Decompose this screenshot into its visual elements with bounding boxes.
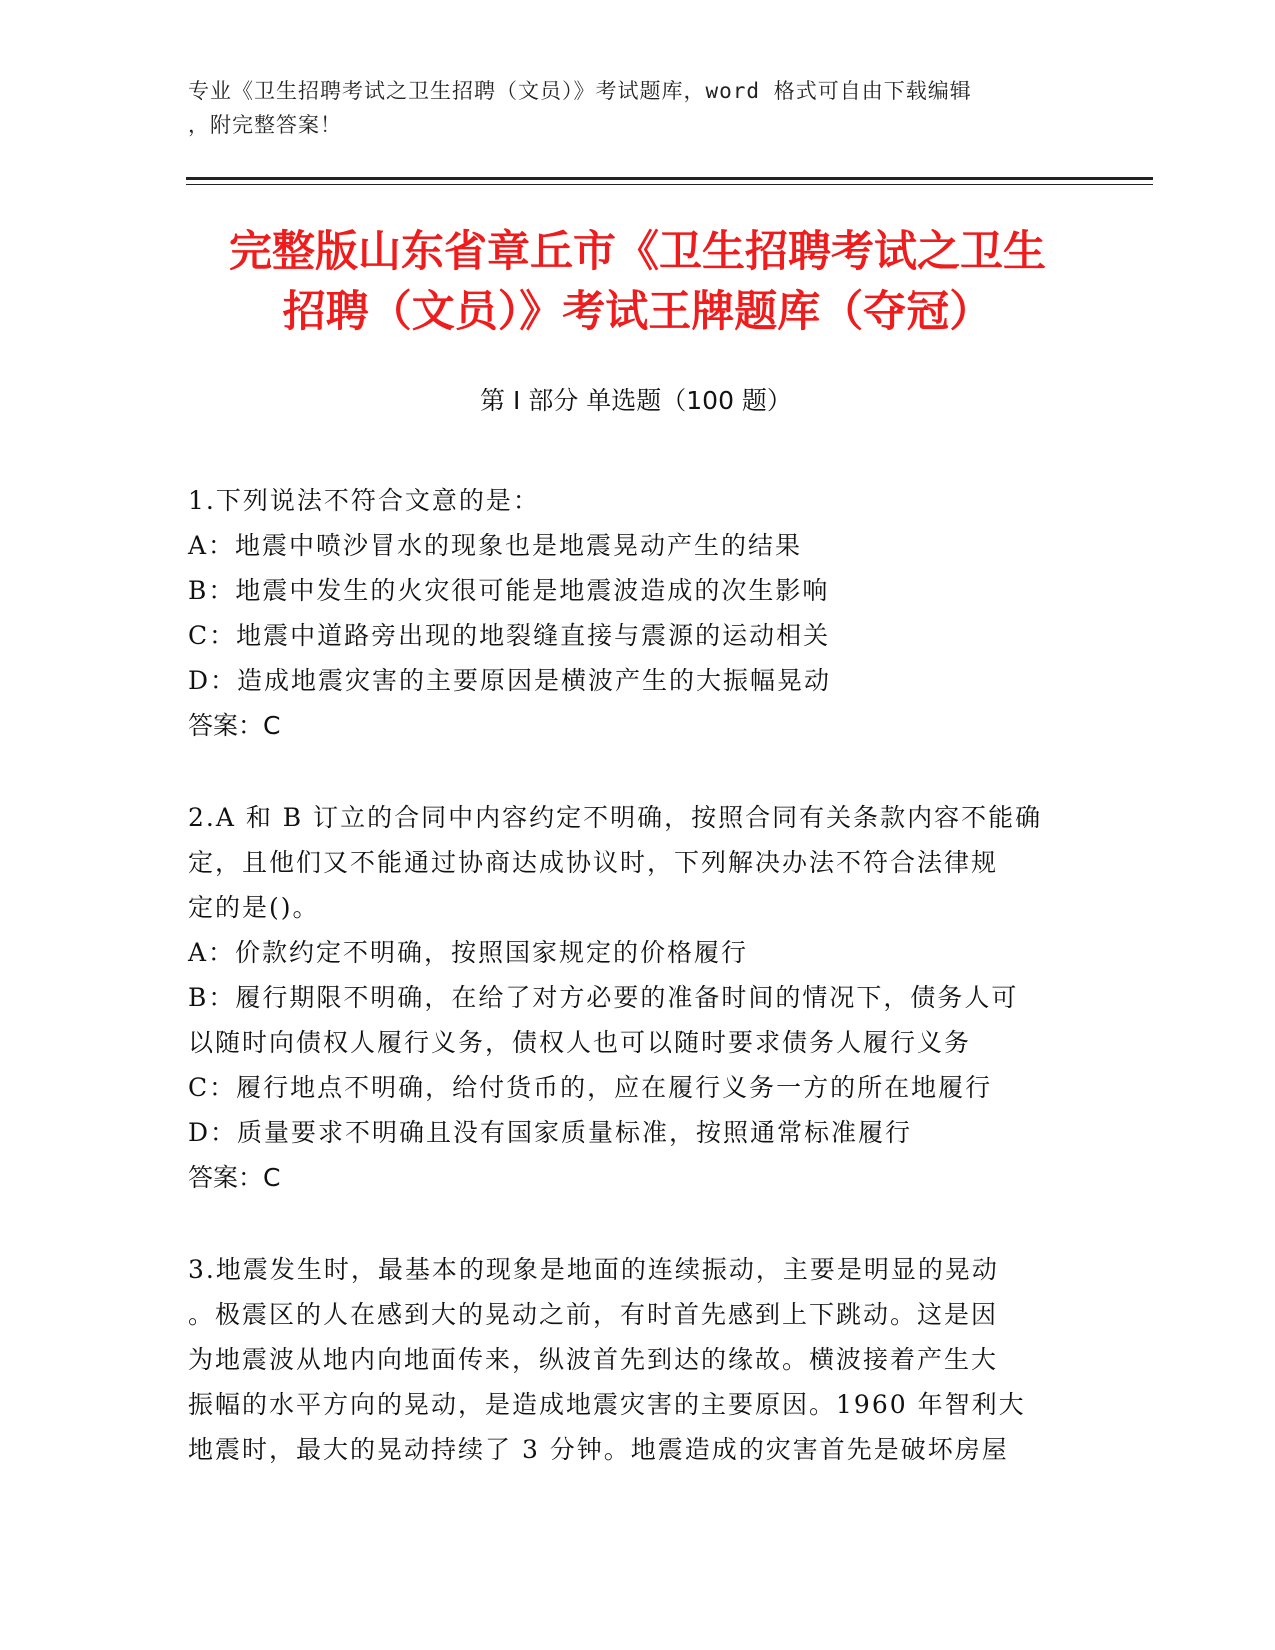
question-stem-line: 3.地震发生时，最基本的现象是地面的连续振动，主要是明显的晃动 <box>188 1255 999 1284</box>
question-stem-line: 。极震区的人在感到大的晃动之前，有时首先感到上下跳动。这是因 <box>188 1300 999 1329</box>
question-1 <box>188 478 1088 748</box>
answer: 答案：C <box>188 711 281 740</box>
option-d: D：质量要求不明确且没有国家质量标准，按照通常标准履行 <box>188 1118 913 1147</box>
header-note-line-1: 专业《卫生招聘考试之卫生招聘（文员）》考试题库，word 格式可自由下载编辑 <box>188 79 972 103</box>
header-note <box>188 74 1088 142</box>
question-2 <box>188 795 1088 1200</box>
question-stem-line: 地震时，最大的晃动持续了 3 分钟。地震造成的灾害首先是破坏房屋 <box>188 1435 1009 1464</box>
header-rule-thick <box>186 177 1153 180</box>
option-b-continued: 以随时向债权人履行义务，债权人也可以随时要求债务人履行义务 <box>188 1028 972 1057</box>
option-c: C：地震中道路旁出现的地裂缝直接与震源的运动相关 <box>188 621 831 650</box>
header-note-line-2: ，附完整答案！ <box>188 113 342 137</box>
option-c: C：履行地点不明确，给付货币的，应在履行义务一方的所在地履行 <box>188 1073 993 1102</box>
document-title <box>150 222 1125 342</box>
question-list <box>188 478 1088 1519</box>
question-stem-line: 定，且他们又不能通过协商达成协议时，下列解决办法不符合法律规 <box>188 848 999 877</box>
option-b: B：履行期限不明确，在给了对方必要的准备时间的情况下，债务人可 <box>188 983 1019 1012</box>
question-3 <box>188 1247 1088 1472</box>
option-b: B：地震中发生的火灾很可能是地震波造成的次生影响 <box>188 576 830 605</box>
answer: 答案：C <box>188 1163 281 1192</box>
question-stem-line: 为地震波从地内向地面传来，纵波首先到达的缘故。横波接着产生大 <box>188 1345 999 1374</box>
question-stem-line: 振幅的水平方向的晃动，是造成地震灾害的主要原因。1960 年智利大 <box>188 1390 1026 1419</box>
option-a: A：价款约定不明确，按照国家规定的价格履行 <box>188 938 749 967</box>
question-stem-line: 2.A 和 B 订立的合同中内容约定不明确，按照合同有关条款内容不能确 <box>188 803 1043 832</box>
document-title-line-1: 完整版山东省章丘市《卫生招聘考试之卫生 <box>229 227 1046 277</box>
question-stem-line: 1.下列说法不符合文意的是： <box>188 486 540 515</box>
document-title-line-2: 招聘（文员）》考试王牌题库（夺冠） <box>282 287 993 337</box>
section-title: 第 I 部分 单选题（100 题） <box>480 386 792 415</box>
header-rule-thin <box>186 184 1153 185</box>
option-d: D：造成地震灾害的主要原因是横波产生的大振幅晃动 <box>188 666 832 695</box>
question-stem-line: 定的是()。 <box>188 893 320 922</box>
option-a: A：地震中喷沙冒水的现象也是地震晃动产生的结果 <box>188 531 803 560</box>
